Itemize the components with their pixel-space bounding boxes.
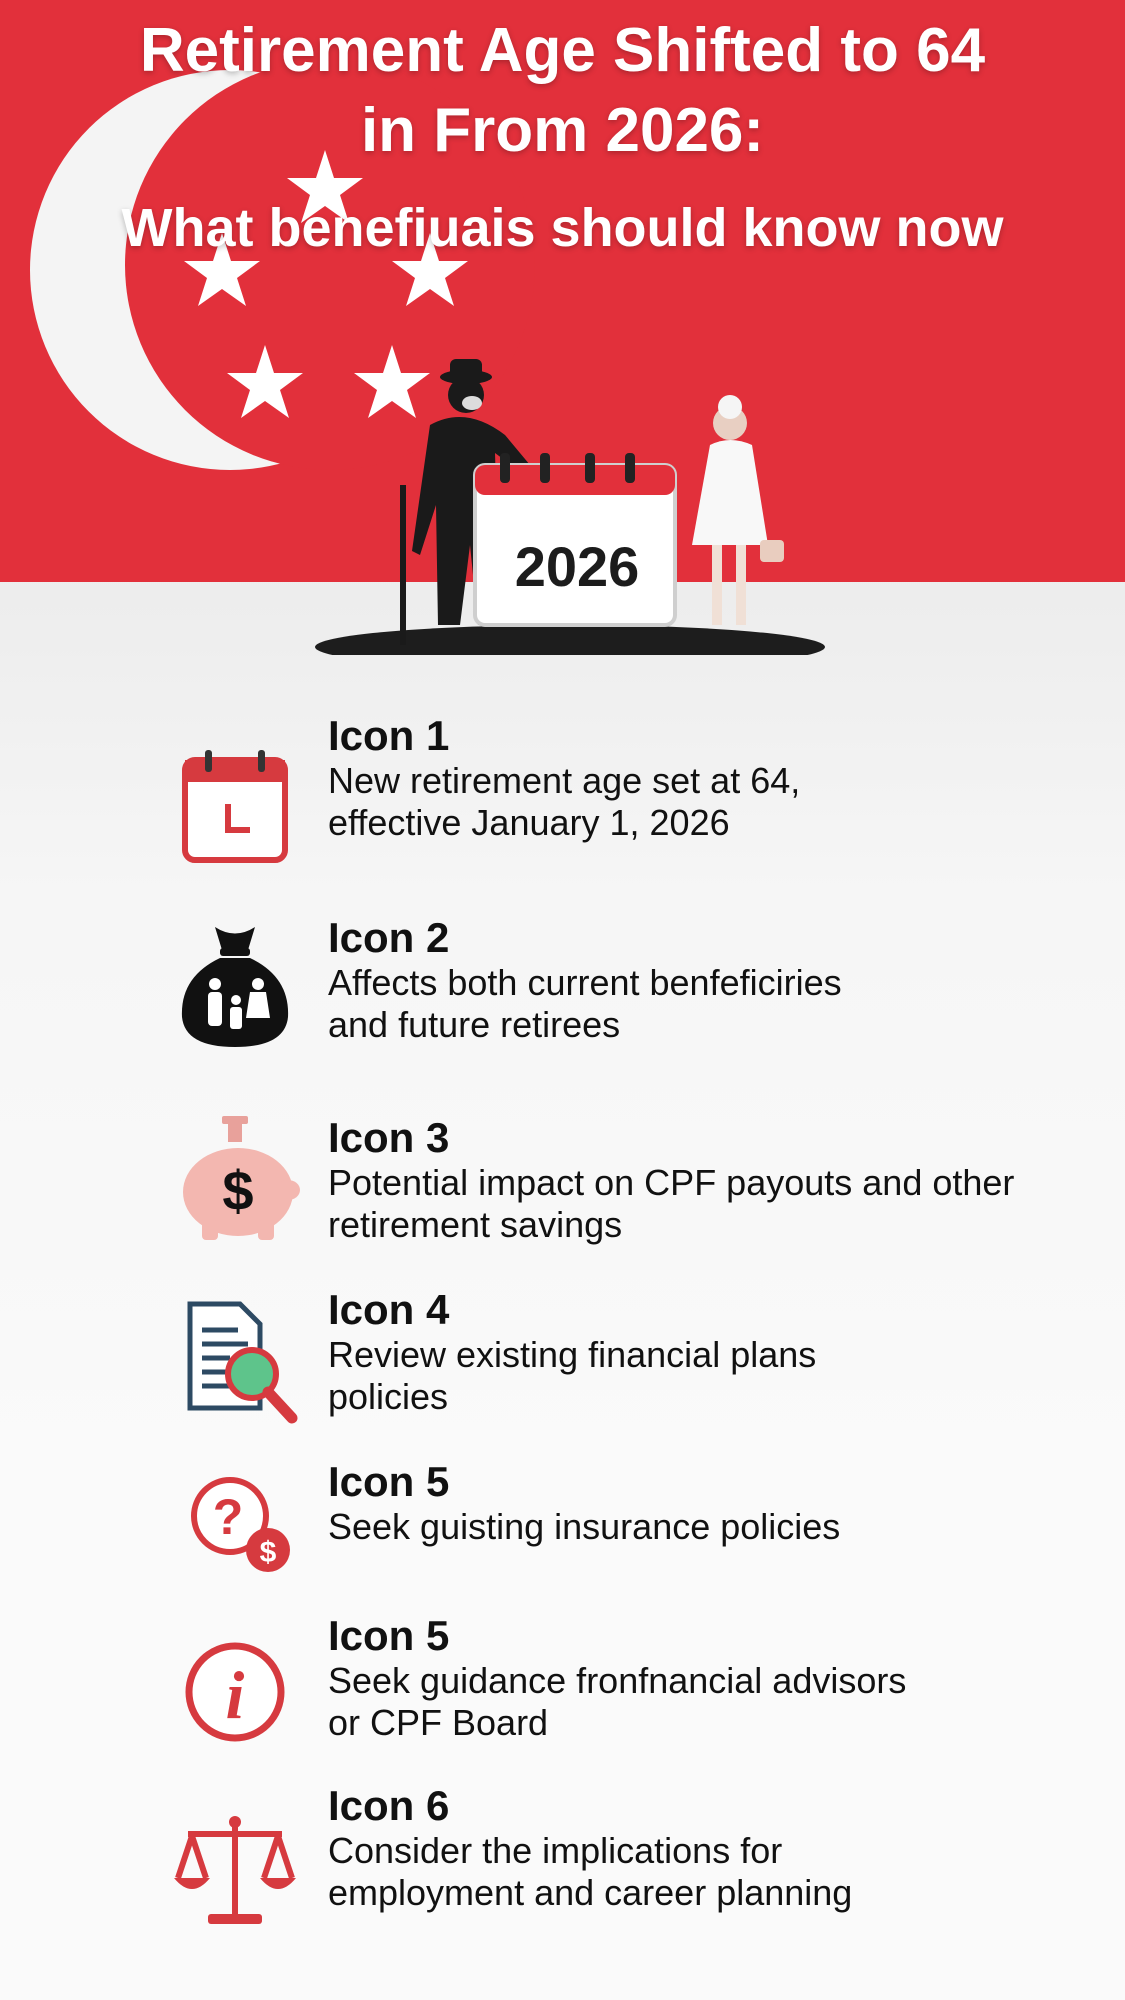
item-description: Affects both current benfeficiries and future retirees [328,962,842,1045]
item-heading: Icon 3 [328,1114,450,1161]
item-heading: Icon 6 [328,1782,450,1829]
svg-text:?: ? [212,1489,244,1545]
page-title-line-2: in From 2026: [360,96,765,165]
item-description: Consider the implications for employment and career planning [328,1830,853,1913]
item-description: Review existing financial plans policies [328,1334,817,1417]
question-dollar-icon [170,1458,300,1588]
document-search-icon [170,1298,300,1428]
family-money-bag-icon [170,922,300,1052]
item-heading: Icon 4 [328,1286,450,1333]
list-item [0,1612,1125,1762]
page-title-line-1: Retirement Age Shifted to 64 [139,16,986,85]
item-heading: Icon 1 [328,712,450,759]
list-item [0,1782,1125,1932]
info-icon [170,1630,300,1760]
list-item [0,914,1125,1064]
calendar-year: 2026 [514,535,640,598]
item-description: New retirement age set at 64, effective January 1, 2026 [328,760,801,843]
item-heading: Icon 2 [328,914,450,961]
list-item [0,712,1125,862]
item-description: Seek guidance fronfnancial advisors or CPF Board [328,1660,907,1743]
elderly-woman-figure [692,395,784,625]
list-item [0,1458,1125,1608]
scales-icon [170,1808,300,1938]
piggy-bank-icon [170,1114,300,1244]
item-heading: Icon 5 [328,1458,450,1505]
item-description: Seek guisting insurance policies [328,1506,841,1547]
retirees-calendar-illustration [300,355,840,655]
page-subtitle: What benefiuais should know now [121,198,1004,258]
svg-text:$: $ [259,1536,277,1569]
svg-text:$: $ [222,1159,254,1222]
list-item [0,1286,1125,1436]
item-description: Potential impact on CPF payouts and other retirement savings [328,1162,1015,1245]
calendar-icon [170,742,300,872]
list-item [0,1114,1125,1264]
svg-text:i: i [225,1657,245,1733]
item-heading: Icon 5 [328,1612,450,1659]
